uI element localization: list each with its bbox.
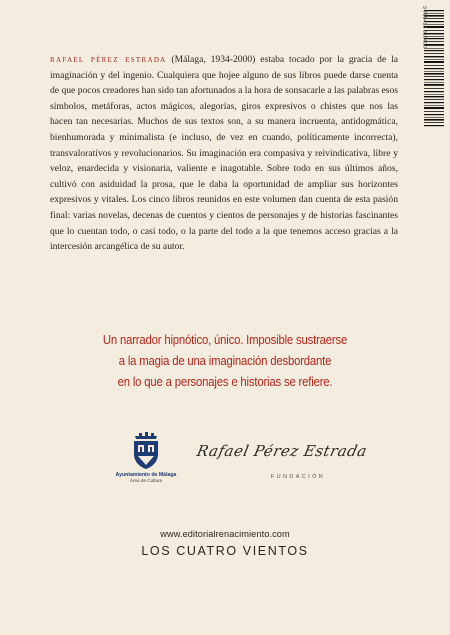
fundacion-logo [192,438,372,488]
fundacion-label: FUNDACIÓN [270,474,326,480]
pull-quote-line: en lo que a personajes e historias se refiere. [117,375,333,389]
pull-quote [57,330,394,393]
ayuntamiento-name: Ayuntamiento de Málaga [115,472,177,478]
author-name: rafael pérez estrada [50,54,167,65]
ayuntamiento-logo [106,432,186,488]
ayuntamiento-area: Área de Cultura [129,478,163,483]
author-signature: Rafael Pérez Estrada [195,442,369,460]
pull-quote-line: a la magia de una imaginación desbordante [118,354,332,368]
collection-name: LOS CUATRO VIENTOS [141,544,309,558]
blurb-body: (Málaga, 1934-2000) estaba tocado por la gracia de la imaginación y del ingenio. Cualquiera que hojee alguno de sus libros puede darse cuenta de que pocos creadores han sido tan afortunados a la hora de sonsacarle a las palabras esos símbolos, metáforas, actos mágicos, alegorías, giros expresivos o chistes que nos las hacen tan necesarias. Muchos de sus textos son, a su manera incruenta, antidogmática, bienhumorada y minimalista (e incluso, de vez en cuando, políticamente incorrecta), transvaloratívos y revolucionarios. Su imaginación era compasiva y reivindicativa, libre y veloz, enardecida y visionaria, valiente e inagotable. Sobre todo en sus últimos años, cultivó con asiduidad la prosa, que le daba la oportunidad de ampliar sus horizontes expresivos y vitales. Los cinco libros reunidos en este volumen dan cuenta de esta pasión final: varias novelas, decenas de cuentos y cientos de personajes y de historias fascinantes que lo cuentan todo, o casi todo, o la parte del todo a la que tenemos acceso gracias a la intercesión arcangélica de su autor. [50,54,398,253]
isbn-barcode [424,4,444,154]
pull-quote-line: Un narrador hipnótico, único. Imposible sustraerse [102,333,348,347]
malaga-coat-of-arms-icon [129,432,163,470]
blurb-text [50,52,398,255]
barcode-icon [424,4,444,154]
isbn-digits: 9 788418 818400 [421,6,427,48]
publisher-website: www.editorialrenacimiento.com [160,529,290,539]
